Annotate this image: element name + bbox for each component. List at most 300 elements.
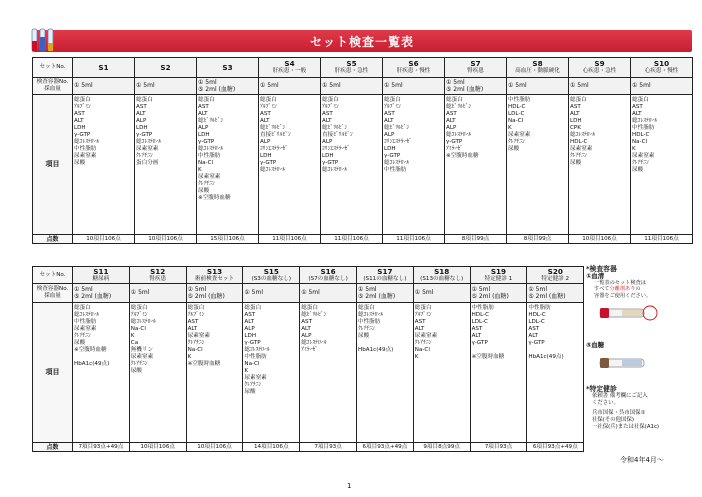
test-item: HbA1c(49点) bbox=[357, 347, 394, 353]
test-item: ALT bbox=[414, 326, 425, 332]
test-item: 総蛋白 bbox=[446, 97, 463, 103]
tube-volume: ① 5ml bbox=[357, 285, 377, 293]
test-item: γ-GTP bbox=[136, 132, 153, 138]
points-cell: 14項目106点 bbox=[243, 443, 300, 452]
test-item: 総蛋白 bbox=[570, 97, 587, 103]
tube-volume: ① 5ml bbox=[260, 82, 279, 90]
container-title: *検査容器 bbox=[586, 265, 617, 273]
items-cell bbox=[631, 95, 693, 235]
test-item: 中性脂肪 bbox=[384, 167, 407, 173]
test-item: Na-Cl bbox=[187, 347, 203, 353]
test-item: ｸﾚｱﾁﾆﾝ bbox=[244, 382, 262, 388]
test-item: ｸﾚｱﾁﾆﾝ bbox=[414, 340, 432, 346]
test-item: 総蛋白 bbox=[187, 305, 205, 311]
tube-volume: ① 5ml bbox=[130, 289, 150, 297]
test-item: ALT bbox=[198, 111, 208, 117]
test-item: ALP bbox=[136, 118, 147, 124]
serum-tube-icon bbox=[592, 302, 672, 324]
tube-volume: ⑤ 2ml (血糖) bbox=[357, 293, 396, 300]
points-cell: 7項目93点 bbox=[300, 443, 357, 452]
tube-volume: ⑤ 2ml (血糖) bbox=[74, 293, 112, 300]
test-item: K bbox=[414, 354, 419, 360]
test-item: 総ｺﾚｽﾃﾛｰﾙ bbox=[570, 132, 596, 138]
tube-header: 検査容器No. 採血量 bbox=[33, 284, 73, 303]
test-item: 尿素窒素 bbox=[244, 375, 267, 381]
test-item: 中性脂肪 bbox=[471, 305, 494, 311]
tube-volume: ① 5ml bbox=[384, 82, 403, 90]
test-item: K bbox=[508, 125, 512, 131]
serum-note-3: の bbox=[635, 286, 641, 293]
test-item: 尿酸 bbox=[74, 160, 86, 166]
test-item: ALP bbox=[384, 132, 395, 138]
set-subtitle: 肝疾患・慢性 bbox=[396, 68, 431, 74]
test-item: 総蛋白 bbox=[136, 97, 153, 103]
set-header-cell bbox=[507, 58, 569, 78]
tube-volume: ⑤ 2ml (血糖) bbox=[528, 293, 566, 300]
test-item: LDL-C bbox=[508, 111, 525, 117]
test-item: K bbox=[187, 354, 192, 360]
test-item: 総ｺﾚｽﾃﾛｰﾙ bbox=[74, 139, 100, 145]
test-item: 総蛋白 bbox=[322, 97, 339, 103]
test-item: AST bbox=[632, 104, 643, 110]
set-code: S8 bbox=[532, 59, 543, 68]
set-header-cell bbox=[129, 267, 186, 284]
glucose-tube-icon bbox=[592, 352, 672, 374]
set-subtitle: (S3の血糖なし) bbox=[251, 275, 292, 282]
test-item: ｱﾐﾗｰｾﾞ bbox=[446, 146, 463, 152]
set-header-cell bbox=[197, 58, 259, 78]
points-cell: 6項目93点+49点 bbox=[527, 443, 584, 452]
test-item: 総蛋白 bbox=[414, 305, 432, 311]
items-cell bbox=[569, 95, 631, 235]
set-code: S20 bbox=[547, 266, 563, 276]
tube-volume: ① 5ml bbox=[187, 285, 207, 293]
test-item: ｱﾙﾌﾞﾐﾝ bbox=[187, 312, 205, 318]
test-item: HDL-C bbox=[632, 132, 650, 138]
points-cell: 10項目106点 bbox=[186, 443, 243, 452]
tube-volume: ① 5ml bbox=[301, 289, 320, 297]
set-header-cell bbox=[631, 58, 693, 78]
test-item: 無機リン bbox=[130, 347, 154, 353]
test-item: K bbox=[632, 146, 636, 152]
items-header: 項目 bbox=[33, 303, 73, 443]
serum-note-4: 容器をご使用ください。 bbox=[594, 292, 652, 299]
test-item: 尿素窒素 bbox=[508, 132, 531, 138]
set-subtitle: 糖尿病 bbox=[92, 275, 110, 282]
test-item: ｸﾚｱﾁﾆﾝ bbox=[570, 153, 587, 159]
points-cell: 7項目93点 bbox=[470, 443, 527, 452]
set-header-cell bbox=[356, 267, 413, 284]
items-cell bbox=[413, 303, 470, 443]
test-item: LDH bbox=[384, 146, 396, 152]
bottom-set-table bbox=[32, 266, 584, 452]
test-item: HbA1c(49点) bbox=[74, 361, 110, 367]
test-item: K bbox=[198, 167, 202, 173]
test-item: 尿酸 bbox=[508, 146, 520, 152]
test-item: ALT bbox=[260, 118, 270, 124]
set-code: S19 bbox=[490, 266, 507, 276]
test-item: 蛋白分画 bbox=[136, 160, 159, 166]
test-item: ｸﾚｱﾁﾆﾝ bbox=[198, 181, 215, 187]
set-subtitle: 腎疾患 bbox=[467, 68, 484, 74]
points-cell: 11項目106点 bbox=[321, 235, 383, 244]
tube-volume: ① 5ml bbox=[74, 285, 93, 293]
test-item: ALP bbox=[446, 125, 457, 131]
tube-volume: ① 5ml bbox=[136, 82, 155, 90]
points-header: 点数 bbox=[33, 235, 73, 244]
test-item: ALT bbox=[74, 118, 84, 124]
checkup-option-3: 一社保(兵)または社保(A1c) bbox=[592, 424, 660, 431]
tube-cell bbox=[569, 78, 631, 95]
set-code: S1 bbox=[98, 62, 109, 72]
tube-cell bbox=[445, 78, 507, 95]
test-item: 総蛋白 bbox=[260, 97, 277, 103]
items-cell bbox=[383, 95, 445, 235]
tube-cell bbox=[321, 78, 383, 95]
tube-cell bbox=[73, 78, 135, 95]
set-subtitle: 肝疾患・一般 bbox=[272, 68, 307, 74]
test-item: AST bbox=[570, 104, 581, 110]
tube-cell bbox=[507, 78, 569, 95]
set-code: S12 bbox=[150, 266, 166, 276]
test-item: AST bbox=[446, 111, 457, 117]
test-item: 総蛋白 bbox=[244, 305, 262, 311]
test-item: LDH bbox=[198, 132, 210, 138]
set-subtitle: (S11の血糖なし) bbox=[363, 275, 407, 282]
tube-volume: ① 5ml bbox=[570, 82, 589, 90]
test-item: 総ｺﾚｽﾃﾛｰﾙ bbox=[74, 312, 100, 318]
test-item: AST bbox=[528, 326, 540, 332]
test-item: 総ｺﾚｽﾃﾛｰﾙ bbox=[130, 319, 156, 325]
test-item: Na-Cl bbox=[130, 326, 146, 332]
test-item: 総蛋白 bbox=[632, 97, 649, 103]
test-item: AST bbox=[244, 312, 256, 318]
tube-volume: ① 5ml bbox=[446, 78, 465, 86]
set-header-cell bbox=[470, 267, 527, 284]
test-item: ｸﾚｱﾁﾆﾝ bbox=[632, 160, 649, 166]
test-item: 尿酸 bbox=[130, 368, 142, 374]
tube-cell bbox=[383, 78, 445, 95]
items-cell bbox=[321, 95, 383, 235]
test-item: ALT bbox=[528, 333, 538, 339]
test-item: HDL-C bbox=[570, 139, 588, 145]
test-item: HDL-C bbox=[471, 312, 490, 318]
test-item: AST bbox=[136, 104, 147, 110]
test-item: 尿素窒素 bbox=[187, 333, 210, 339]
test-item: 尿酸 bbox=[570, 160, 582, 166]
glucose-label: ⑤血糖 bbox=[586, 341, 605, 350]
set-subtitle: 高血圧・動脈硬化 bbox=[515, 68, 560, 74]
test-item: ｸﾚｱﾁﾆﾝ bbox=[187, 340, 205, 346]
points-cell: 7項目93点+49点 bbox=[73, 443, 130, 452]
items-cell bbox=[507, 95, 569, 235]
tube-cell bbox=[129, 284, 186, 303]
test-item: AST bbox=[471, 326, 483, 332]
set-header-cell bbox=[300, 267, 357, 284]
serum-note-1: 一覧表のセット検査は bbox=[594, 280, 646, 286]
set-code: S18 bbox=[434, 266, 450, 276]
test-item bbox=[528, 347, 582, 354]
points-cell: 6項目93点+49点 bbox=[356, 443, 413, 452]
test-item: LDH bbox=[570, 118, 582, 124]
test-item: HbA1c(49点) bbox=[528, 354, 564, 360]
tube-volume: ① 5ml bbox=[414, 289, 434, 297]
test-item bbox=[358, 340, 412, 347]
set-header-cell bbox=[73, 58, 135, 78]
test-item: ※空腹時血糖 bbox=[446, 153, 479, 159]
set-header-cell bbox=[135, 58, 197, 78]
checkup-title: *特定健診 bbox=[586, 385, 617, 394]
test-item: Na-Cl bbox=[198, 160, 214, 166]
serum-note-2: すべて bbox=[594, 286, 610, 293]
test-item: K bbox=[130, 333, 135, 339]
test-item: LDH bbox=[136, 125, 148, 131]
test-item: ALP bbox=[260, 139, 271, 145]
test-item: 総ﾋﾞﾘﾙﾋﾞﾝ bbox=[384, 125, 410, 131]
items-cell bbox=[445, 95, 507, 235]
test-item: 尿酸 bbox=[74, 340, 86, 346]
set-subtitle: 肝疾患・急性 bbox=[334, 68, 369, 74]
items-cell bbox=[527, 303, 584, 443]
test-item: γ-GTP bbox=[528, 340, 545, 346]
test-item: 総ﾋﾞﾘﾙﾋﾞﾝ bbox=[301, 312, 327, 318]
tube-cell bbox=[300, 284, 357, 303]
test-item: ALT bbox=[322, 118, 332, 124]
tube-cell bbox=[631, 78, 693, 95]
tube-volume: ⑤ 2ml (血糖) bbox=[187, 293, 225, 300]
set-code: S16 bbox=[320, 266, 336, 276]
test-item: ALT bbox=[136, 111, 146, 117]
test-item: ｸﾚｱﾁﾆﾝ bbox=[357, 326, 375, 332]
test-item: 総蛋白 bbox=[74, 97, 91, 103]
test-item: 総蛋白 bbox=[357, 305, 375, 311]
test-item: 総ｺﾚｽﾃﾛｰﾙ bbox=[357, 312, 384, 318]
test-item: Ca bbox=[130, 340, 139, 346]
test-item: 尿酸 bbox=[198, 188, 210, 194]
test-item: AST bbox=[74, 111, 85, 117]
tube-volume: ⑤ 2ml (血糖) bbox=[471, 293, 509, 300]
test-item: ｺﾘﾝｴｽﾃﾗｰｾﾞ bbox=[322, 146, 350, 152]
test-item: ｱﾙﾌﾞﾐﾝ bbox=[260, 104, 277, 110]
test-item: Na-Cl bbox=[414, 347, 430, 353]
set-header-cell bbox=[413, 267, 470, 284]
tube-volume: ① 5ml bbox=[471, 285, 491, 293]
set-code: S2 bbox=[160, 62, 171, 72]
test-item: ｱﾙﾌﾞﾐﾝ bbox=[130, 312, 148, 318]
items-header: 項目 bbox=[33, 95, 73, 235]
test-item: ALT bbox=[632, 111, 642, 117]
test-item: 総ｺﾚｽﾃﾛｰﾙ bbox=[136, 139, 162, 145]
test-item: 尿素窒素 bbox=[74, 153, 97, 159]
test-item: 尿素窒素 bbox=[130, 354, 154, 360]
points-cell: 10項目106点 bbox=[135, 235, 197, 244]
test-item: 尿素窒素 bbox=[198, 174, 221, 180]
test-item: 総ｺﾚｽﾃﾛｰﾙ bbox=[384, 160, 410, 166]
tube-volume: ① 5ml bbox=[198, 78, 217, 86]
set-code: S7 bbox=[470, 59, 481, 68]
test-item: LDH bbox=[322, 153, 334, 159]
test-item: ｸﾚｱﾁﾆﾝ bbox=[130, 361, 148, 367]
test-item: 中性脂肪 bbox=[198, 153, 221, 159]
items-cell bbox=[129, 303, 186, 443]
set-subtitle: 心疾患・慢性 bbox=[644, 68, 679, 74]
serum-label: ①血清 bbox=[586, 272, 605, 280]
test-item: 尿素窒素 bbox=[632, 153, 655, 159]
tube-cell bbox=[259, 78, 321, 95]
test-item: γ-GTP bbox=[260, 160, 277, 166]
test-item: ALT bbox=[187, 326, 198, 332]
test-item: 総ｺﾚｽﾃﾛｰﾙ bbox=[301, 340, 327, 346]
set-code: S10 bbox=[653, 59, 670, 68]
test-item: 総ｺﾚｽﾃﾛｰﾙ bbox=[198, 146, 224, 152]
items-cell bbox=[300, 303, 357, 443]
test-item: 中性脂肪 bbox=[244, 354, 267, 360]
tube-cell bbox=[186, 284, 243, 303]
effective-date: 令和4年4月～ bbox=[620, 456, 664, 464]
test-item: 中性脂肪 bbox=[357, 319, 381, 325]
points-cell: 15項目106点 bbox=[197, 235, 259, 244]
test-item: ｺﾘﾝｴｽﾃﾗｰｾﾞ bbox=[384, 139, 412, 145]
test-item: 総ﾋﾞﾘﾙﾋﾞﾝ bbox=[322, 125, 348, 131]
points-cell: 8項目99点 bbox=[445, 235, 507, 244]
test-item: ALT bbox=[446, 118, 456, 124]
test-item: 総ｺﾚｽﾃﾛｰﾙ bbox=[244, 347, 270, 353]
set-subtitle: (S7の血糖なし) bbox=[308, 275, 348, 282]
set-header-cell bbox=[527, 267, 584, 284]
test-item: ※空腹時血糖 bbox=[471, 354, 505, 360]
test-item: ALT bbox=[301, 326, 311, 332]
test-item: AST bbox=[187, 319, 199, 325]
set-header-cell bbox=[243, 267, 300, 284]
set-code: S4 bbox=[284, 59, 295, 68]
set-subtitle: 特定健診 2 bbox=[541, 275, 570, 282]
page-number: 1 bbox=[347, 482, 352, 490]
tube-volume: ① 5ml bbox=[244, 289, 264, 297]
test-item: 直接ﾋﾞﾘﾙﾋﾞﾝ bbox=[260, 132, 291, 138]
points-cell: 9項目8点99点 bbox=[413, 443, 470, 452]
test-item: AST bbox=[260, 111, 271, 117]
set-number-header: セットNo. bbox=[33, 58, 73, 78]
test-item: ※空腹時血糖 bbox=[198, 195, 231, 201]
test-item: ｸﾚｱﾁﾆﾝ bbox=[136, 153, 153, 159]
test-item: 中性脂肪 bbox=[632, 125, 655, 131]
top-set-table bbox=[32, 57, 693, 244]
test-item: 尿素窒素 bbox=[74, 326, 97, 332]
test-tubes-icon bbox=[30, 27, 70, 53]
test-item: ALT bbox=[471, 333, 482, 339]
test-item: ｱﾙﾌﾞﾐﾝ bbox=[414, 312, 432, 318]
tube-header: 検査容器No. 採血量 bbox=[33, 78, 73, 95]
test-item: γ-GTP bbox=[446, 139, 463, 145]
test-item: γ-GTP bbox=[471, 340, 488, 346]
set-subtitle: 心疾患・急性 bbox=[582, 68, 617, 74]
set-number-header: セットNo. bbox=[33, 267, 73, 284]
test-item: γ-GTP bbox=[384, 153, 401, 159]
points-cell: 11項目106点 bbox=[383, 235, 445, 244]
test-item: K bbox=[244, 368, 249, 374]
test-item: ALT bbox=[384, 118, 394, 124]
set-code: S11 bbox=[93, 266, 109, 276]
tube-cell bbox=[527, 284, 584, 303]
items-cell bbox=[73, 95, 135, 235]
test-item: Na-Cl bbox=[508, 118, 524, 124]
test-item: AST bbox=[322, 111, 333, 117]
test-item: 総蛋白 bbox=[130, 305, 148, 311]
separator-note: 分離剤あり bbox=[609, 286, 636, 293]
test-item: γ-GTP bbox=[244, 340, 261, 346]
test-item: 尿酸 bbox=[632, 167, 644, 173]
items-cell bbox=[197, 95, 259, 235]
test-item: ALP bbox=[244, 326, 255, 332]
set-header-cell bbox=[383, 58, 445, 78]
test-item: γ-GTP bbox=[322, 160, 339, 166]
points-cell: 10項目106点 bbox=[73, 235, 135, 244]
points-cell: 11項目106点 bbox=[259, 235, 321, 244]
test-item: 総蛋白 bbox=[198, 97, 215, 103]
test-item: ｱﾙﾌﾞﾐﾝ bbox=[74, 104, 91, 110]
test-item: LDH bbox=[244, 333, 257, 339]
points-cell: 10項目106点 bbox=[129, 443, 186, 452]
checkup-note-1: 依頼書 備考欄にご記入 bbox=[592, 393, 648, 400]
test-item: 尿酸 bbox=[357, 333, 370, 339]
set-code: S3 bbox=[222, 62, 233, 72]
test-item: ｱﾐﾗｰｾﾞ bbox=[301, 347, 318, 353]
test-item: ALT bbox=[570, 111, 580, 117]
checkup-option-1: 兵市国保・呉市国保① bbox=[592, 410, 646, 417]
test-item: 総ﾋﾞﾘﾙﾋﾞﾝ bbox=[446, 104, 472, 110]
set-code: S9 bbox=[594, 59, 605, 68]
items-cell bbox=[186, 303, 243, 443]
test-item bbox=[472, 347, 526, 354]
set-subtitle: 腎疾患 bbox=[149, 275, 167, 282]
set-header-cell bbox=[186, 267, 243, 284]
page-title: セット検査一覧表 bbox=[309, 35, 414, 49]
test-item: ｸﾚｱﾁﾆﾝ bbox=[508, 139, 525, 145]
items-cell bbox=[259, 95, 321, 235]
side-notes bbox=[586, 266, 694, 456]
test-item: AST bbox=[384, 111, 395, 117]
tube-cell bbox=[413, 284, 470, 303]
set-code: S6 bbox=[408, 59, 419, 68]
test-item: AST bbox=[301, 319, 312, 325]
items-cell bbox=[73, 303, 130, 443]
tube-cell bbox=[356, 284, 413, 303]
test-item: ※空腹時血糖 bbox=[187, 361, 221, 367]
set-header-cell bbox=[321, 58, 383, 78]
test-item: 総ｺﾚｽﾃﾛｰﾙ bbox=[632, 118, 658, 124]
test-item: 中性脂肪 bbox=[528, 305, 551, 311]
test-item bbox=[74, 354, 128, 361]
test-item: LDL-C bbox=[471, 319, 488, 325]
title-banner bbox=[32, 30, 692, 52]
test-item: 中性脂肪 bbox=[508, 97, 531, 103]
test-item: 総蛋白 bbox=[384, 97, 401, 103]
tube-cell bbox=[470, 284, 527, 303]
test-item: 中性脂肪 bbox=[74, 319, 97, 325]
test-item: 総ｺﾚｽﾃﾛｰﾙ bbox=[322, 167, 348, 173]
set-header-cell bbox=[445, 58, 507, 78]
test-item: 尿素窒素 bbox=[136, 146, 159, 152]
test-item: 総ｺﾚｽﾃﾛｰﾙ bbox=[446, 132, 472, 138]
test-item: ｱﾙﾌﾞﾐﾝ bbox=[384, 104, 401, 110]
tube-cell bbox=[243, 284, 300, 303]
tube-volume: ① 5ml bbox=[632, 82, 651, 90]
set-code: S15 bbox=[263, 266, 279, 276]
items-cell bbox=[243, 303, 300, 443]
tube-cell bbox=[197, 78, 259, 95]
test-item: AST bbox=[198, 104, 209, 110]
checkup-note-2: ください。 bbox=[592, 400, 619, 407]
